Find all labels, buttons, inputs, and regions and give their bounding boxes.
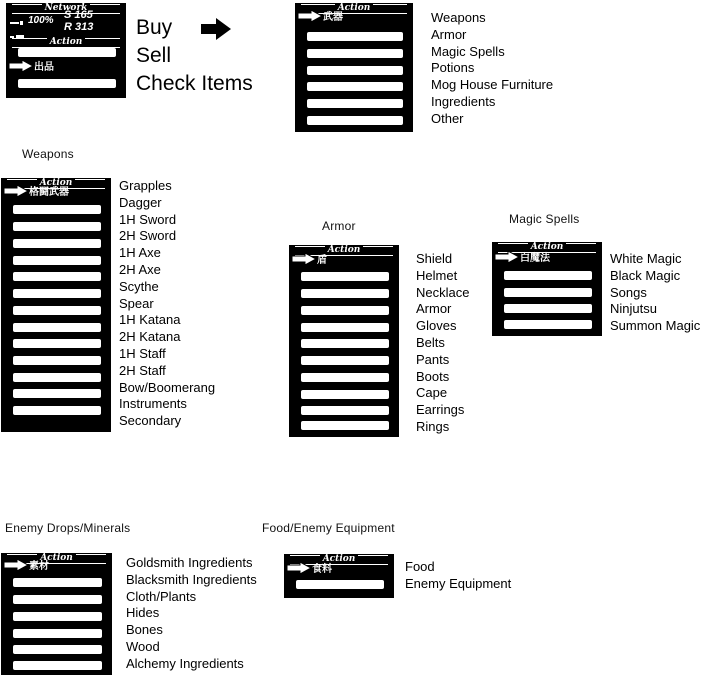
- hand-cursor-icon: [297, 9, 323, 23]
- weapon-item[interactable]: 2H Axe: [119, 261, 161, 277]
- enemy-drops-slot[interactable]: [13, 645, 102, 654]
- armor-slot[interactable]: [301, 339, 389, 348]
- food-selected-row[interactable]: [296, 564, 384, 575]
- weapon-slot[interactable]: [13, 205, 101, 214]
- weapon-slot[interactable]: [13, 323, 101, 332]
- network-action-window: [6, 3, 126, 98]
- magic-selected-row[interactable]: [504, 253, 592, 264]
- category-magic-spells[interactable]: Magic Spells: [431, 43, 505, 59]
- armor-slot[interactable]: [301, 323, 389, 332]
- enemy-drops-slot[interactable]: [13, 595, 102, 604]
- weapon-item[interactable]: 1H Sword: [119, 211, 177, 227]
- hand-cursor-icon: [3, 558, 29, 572]
- enemy-drops-slot[interactable]: [13, 578, 102, 587]
- enemy-drops-slot[interactable]: [13, 612, 102, 621]
- magic-selected-label: 白魔法: [520, 253, 550, 264]
- magic-section-title: Magic Spells: [509, 212, 580, 226]
- network-title: Network: [42, 3, 91, 13]
- weapon-item[interactable]: 1H Katana: [119, 312, 181, 328]
- enemy-drops-item[interactable]: Hides: [126, 605, 160, 621]
- hand-cursor-icon: [494, 250, 520, 264]
- food-slot[interactable]: [296, 580, 384, 589]
- action-title: Action: [37, 553, 76, 563]
- weapons-selected-label: 格闘武器: [29, 187, 69, 198]
- armor-slot[interactable]: [301, 306, 389, 315]
- armor-item[interactable]: Helmet: [416, 267, 458, 283]
- action-title: Action: [335, 3, 374, 13]
- category-slot[interactable]: [307, 32, 403, 41]
- armor-item[interactable]: Boots: [416, 368, 450, 384]
- category-slot[interactable]: [307, 116, 403, 125]
- enemy-drops-slot[interactable]: [13, 661, 102, 670]
- hand-cursor-icon: [3, 184, 29, 198]
- magic-slot[interactable]: [504, 288, 592, 297]
- armor-slot[interactable]: [301, 406, 389, 415]
- category-potions[interactable]: Potions: [431, 60, 475, 76]
- weapon-slot[interactable]: [13, 239, 101, 248]
- weapon-slot[interactable]: [13, 356, 101, 365]
- action-title: Action: [37, 178, 76, 188]
- armor-selected-row[interactable]: [301, 255, 389, 266]
- weapon-item[interactable]: Spear: [119, 295, 154, 311]
- weapon-slot[interactable]: [13, 306, 101, 315]
- weapons-window: [1, 178, 111, 432]
- menu-item-buy[interactable]: Buy: [136, 16, 173, 39]
- weapon-item[interactable]: Secondary: [119, 413, 182, 429]
- weapon-slot[interactable]: [13, 406, 101, 415]
- weapon-item[interactable]: 1H Axe: [119, 245, 161, 261]
- magic-slot[interactable]: [504, 320, 592, 329]
- category-list: [431, 10, 553, 128]
- weapon-item[interactable]: Bow/Boomerang: [119, 379, 216, 395]
- weapon-item[interactable]: 1H Staff: [119, 345, 166, 361]
- armor-item[interactable]: Belts: [416, 334, 445, 350]
- weapon-item[interactable]: Grapples: [119, 178, 172, 193]
- weapons-selected-row[interactable]: [13, 187, 101, 198]
- armor-section-title: Armor: [322, 219, 356, 233]
- category-window: [295, 3, 413, 132]
- armor-list: [416, 251, 469, 436]
- armor-item[interactable]: Shield: [416, 251, 453, 266]
- hand-cursor-icon: [286, 561, 312, 575]
- enemy-drops-selected-row[interactable]: [13, 561, 102, 572]
- armor-selected-label: 盾: [317, 255, 327, 266]
- category-ingredients[interactable]: Ingredients: [431, 93, 496, 109]
- menu-selected-row[interactable]: [18, 62, 116, 73]
- weapon-item[interactable]: Instruments: [119, 396, 187, 412]
- armor-item[interactable]: Cape: [416, 385, 448, 401]
- armor-item[interactable]: Rings: [416, 418, 450, 434]
- connection-icon: [10, 15, 24, 23]
- magic-slot[interactable]: [504, 304, 592, 313]
- action-title: Action: [47, 37, 86, 47]
- enemy-drops-list: [126, 555, 257, 673]
- armor-slot[interactable]: [301, 373, 389, 382]
- armor-slot[interactable]: [301, 421, 389, 430]
- category-slot[interactable]: [307, 99, 403, 108]
- armor-slot[interactable]: [301, 356, 389, 365]
- action-title: Action: [528, 242, 567, 252]
- weapon-item[interactable]: 2H Sword: [119, 228, 177, 244]
- food-section-title: Food/Enemy Equipment: [262, 521, 395, 535]
- weapons-section-title: Weapons: [22, 147, 74, 161]
- food-item[interactable]: Food: [405, 559, 435, 574]
- menu-selected-label: 出品: [34, 62, 54, 73]
- hand-cursor-icon: [291, 252, 317, 266]
- weapon-slot[interactable]: [13, 289, 101, 298]
- food-list: [405, 559, 511, 593]
- enemy-drops-slot[interactable]: [13, 629, 102, 638]
- category-weapons[interactable]: Weapons: [431, 10, 486, 25]
- weapon-slot[interactable]: [13, 222, 101, 231]
- food-item[interactable]: Enemy Equipment: [405, 575, 512, 591]
- main-menu-list: [136, 14, 253, 98]
- food-window: [284, 554, 394, 598]
- category-selected-row[interactable]: [307, 12, 403, 23]
- magic-list: [610, 251, 700, 335]
- category-other[interactable]: Other: [431, 110, 464, 126]
- network-signal-text: 100%: [28, 15, 54, 26]
- magic-slot[interactable]: [504, 271, 592, 280]
- armor-item[interactable]: Earrings: [416, 402, 465, 418]
- weapon-slot[interactable]: [13, 389, 101, 398]
- magic-item[interactable]: White Magic: [610, 251, 682, 266]
- menu-slot[interactable]: [18, 48, 116, 57]
- menu-slot[interactable]: [18, 79, 116, 88]
- category-slot[interactable]: [307, 49, 403, 58]
- weapon-slot[interactable]: [13, 272, 101, 281]
- weapon-item[interactable]: Scythe: [119, 278, 159, 294]
- enemy-drops-item[interactable]: Wood: [126, 638, 160, 654]
- armor-slot[interactable]: [301, 289, 389, 298]
- action-title: Action: [325, 245, 364, 255]
- enemy-drops-item[interactable]: Goldsmith Ingredients: [126, 555, 253, 570]
- hand-cursor-icon: [8, 59, 34, 73]
- magic-window: [492, 242, 602, 336]
- armor-item[interactable]: Pants: [416, 351, 450, 367]
- enemy-drops-item[interactable]: Blacksmith Ingredients: [126, 571, 257, 587]
- magic-item[interactable]: Black Magic: [610, 267, 681, 283]
- right-arrow-icon: [200, 18, 232, 40]
- plug-icon: [10, 27, 24, 33]
- food-selected-label: 食料: [312, 564, 332, 575]
- category-slot[interactable]: [307, 66, 403, 75]
- category-slot[interactable]: [307, 82, 403, 91]
- category-armor[interactable]: Armor: [431, 26, 467, 42]
- magic-item[interactable]: Ninjutsu: [610, 301, 657, 317]
- armor-window: [289, 245, 399, 437]
- network-coord-r: R 313: [64, 21, 94, 33]
- weapon-slot[interactable]: [13, 339, 101, 348]
- weapon-slot[interactable]: [13, 256, 101, 265]
- menu-item-check-items[interactable]: Check Items: [136, 72, 253, 95]
- category-selected-label: 武器: [323, 12, 343, 23]
- magic-item[interactable]: Songs: [610, 284, 647, 300]
- weapon-item[interactable]: 2H Staff: [119, 362, 166, 378]
- network-coord-s: S 165: [64, 9, 93, 21]
- armor-item[interactable]: Armor: [416, 301, 452, 317]
- menu-item-sell[interactable]: Sell: [136, 44, 172, 67]
- magic-item[interactable]: Summon Magic: [610, 318, 701, 334]
- weapon-item[interactable]: 2H Katana: [119, 329, 181, 345]
- armor-slot[interactable]: [301, 390, 389, 399]
- weapons-list: [119, 178, 215, 430]
- enemy-drops-selected-label: 素材: [29, 561, 49, 572]
- armor-item[interactable]: Gloves: [416, 318, 457, 334]
- weapon-item[interactable]: Dagger: [119, 194, 162, 210]
- armor-slot[interactable]: [301, 272, 389, 281]
- action-title-bar: [12, 38, 120, 48]
- enemy-drops-item[interactable]: Bones: [126, 622, 163, 638]
- enemy-drops-section-title: Enemy Drops/Minerals: [5, 521, 131, 535]
- action-title: Action: [320, 554, 359, 564]
- category-mog-house-furniture[interactable]: Mog House Furniture: [431, 77, 554, 93]
- weapon-slot[interactable]: [13, 373, 101, 382]
- enemy-drops-window: [1, 553, 112, 675]
- armor-item[interactable]: Necklace: [416, 284, 470, 300]
- enemy-drops-item[interactable]: Alchemy Ingredients: [126, 655, 244, 671]
- enemy-drops-item[interactable]: Cloth/Plants: [126, 588, 197, 604]
